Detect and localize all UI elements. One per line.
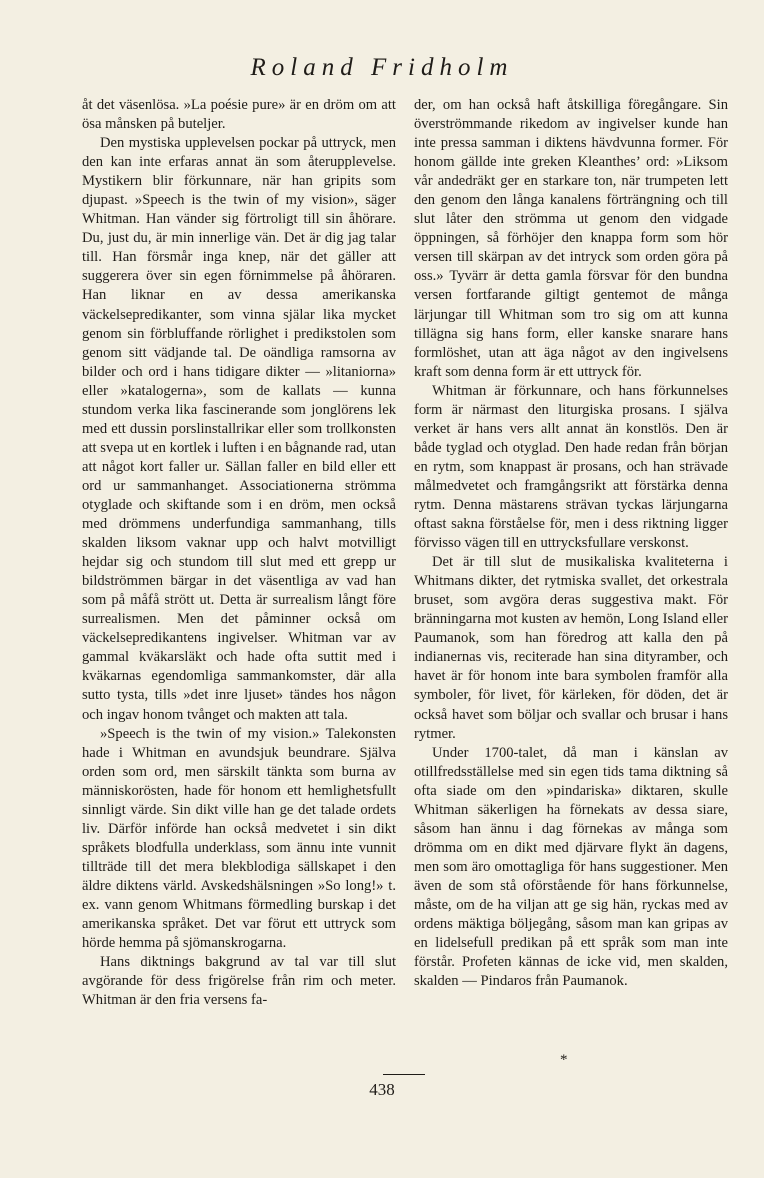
paragraph: Under 1700-talet, då man i känslan av otillfredsställelse med sin egen tids tama diktning så ofta siade om den »pindariska» diktaren, skulle Whitman säkerligen ha förnekats av dessa siare, såsom han ännu i dag förnekas av många som drömma om en dikt med djärvare flykt än dagens, men som äro omottagliga för hans suggestioner. Men även de som stå oförstående för hans förkunnelse, måste, om de ha viljan att ge sig hän, ryckas med av ordens mäktiga böljegång, såsom man kan gripas av en lidelsefull predikan på ett språk som man inte förstår. Profeten kännas de icke vid, men skalden, skalden — Pindaros från Paumanok. — [414, 744, 728, 990]
page-number: 438 — [369, 1080, 395, 1099]
paragraph: Whitman är förkunnare, och hans förkunnelses form är närmast den liturgiska prosans. I själva verket är hans vers allt annat än konstlös. Den är både tyglad och otyglad. Den hade redan från början en rytm, som knappast är prosans, och han strävade målmedvetet och framgångsrikt att förstärka denna rytm. Denna mästarens strävan tyckas lärjungarna oftast sakna förståelse för, men i dess riktning ligger förvisso vägen till en uttrycksfullare verskonst. — [414, 382, 728, 552]
section-end-mark: * — [560, 1052, 568, 1068]
right-column — [414, 96, 728, 991]
paragraph: Det är till slut de musikaliska kvaliteterna i Whitmans dikter, det rytmiska svallet, det orkestrala bruset, som avgöra deras suggestiva makt. För bränningarna mot kusten av hemön, Long Island eller Paumanok, som han föredrog att kalla den på indianernas vis, reciterade han sina dityramber, och havet är för honom inte bara symbolen framför alla symboler, för livet, för kärleken, för döden, det är också havet som böljar och svallar och brusar i hans rytmer. — [414, 554, 728, 742]
paragraph: der, om han också haft åtskilliga föregångare. Sin överströmmande rikedom av ingivelser kunde han inte pressa samman i diktens hävdvunna former. För honom gällde inte greken Kleanthes’ ord: »Liksom vår andedräkt ger en starkare ton, när trumpeten lett den genom den långa kanalens förträngning och till slut låter den strömma ut genom den vidgade öppningen, så förhöjer den knappa form som hör versen till skärpan av det intryck som orden göra på oss.» Tyvärr är detta gamla försvar för den bundna versen fortfarande giltigt gentemot de många lärjungar till Whitman som tro sig om att kunna tillägna sig hans form, eller kanske snarare hans formlöshet, utan att äga något av den ingivelsens kraft som denna form är ett uttryck för. — [414, 97, 728, 380]
paragraph: åt det väsenlösa. »La poésie pure» är en dröm om att ösa månsken på buteljer. — [82, 97, 396, 133]
paragraph: Hans diktnings bakgrund av tal var till slut avgörande för dess frigörelse från rim och meter. Whitman är den fria versens fa- — [82, 954, 396, 1009]
paragraph: Den mystiska upplevelsen pockar på uttryck, men den kan inte erfaras annat än som återupplevelse. Mystikern blir förkunnare, när han gripits som djupast. »Speech is the twin of my vision», säger Whitman. Han vänder sig förtroligt till sin åhörare. Du, just du, är min innerlige vän. Det är dig jag talar till. Han försmår inga knep, när det gäller att suggerera över sin egen förnimmelse på åhöraren. Han liknar en av dessa amerikanska väckelsepredikanter, som vinna själar lika mycket genom sin förbluffande rörlighet i predikstolen som genom sitt vädjande tal. De oändliga ramsorna av bilder och ord i hans tidigare dikter — »litaniorna» eller »katalogerna», som de kallats — kunna stundom verka lika fascinerande som jonglörens lek med ett dussin porslinstallrikar eller som trollkonsten att svepa ut en kortlek i luften i en bågnande rad, utan att något kort faller ur. Sällan faller en bild eller ett ord ur sammanhanget. Associationerna strömma otyglade och skiftande som i en dröm, men också med drömmens underfundiga sammanhang, tills skalden liksom vaknar upp och halvt motvilligt hejdar sig och stundom till slut med ett grepp ur bildströmmen bärgar in det väsentliga av vad han som på måfå strött ut. Detta är surrealism långt före surrealismen. Men det påminner också om väckelsepredikantens ingivelser. Whitman var av gammal kväkarsläkt och hade ofta suttit med i kväkarnas egendomliga sammankomster, där alla sutto tysta, tills »det inre ljuset» tändes hos någon och ingav honom tvånget och makten att tala. — [82, 135, 396, 723]
left-column — [82, 96, 396, 1010]
running-head: Roland Fridholm — [250, 54, 514, 81]
folio-rule — [383, 1074, 425, 1075]
paragraph: »Speech is the twin of my vision.» Talekonsten hade i Whitman en avundsjuk beundrare. Själva orden som ord, men särskilt tänkta som burna av människorösten, hade för honom ett hemlighetsfullt sinnligt värde. Sin dikt ville han ge det talade ordets liv. Därför införde han också medvetet i sin dikt språkets blodfulla underklass, som ännu inte vunnit tillträde till det mera blekblodiga sällskapet i den äldre diktens värld. Avskedshälsningen »So long!» t. ex. vann genom Whitmans förmedling burskap i det amerikanska språket. Det var förut ett uttryck som hörde hemma på sjömanskrogarna. — [82, 725, 396, 952]
